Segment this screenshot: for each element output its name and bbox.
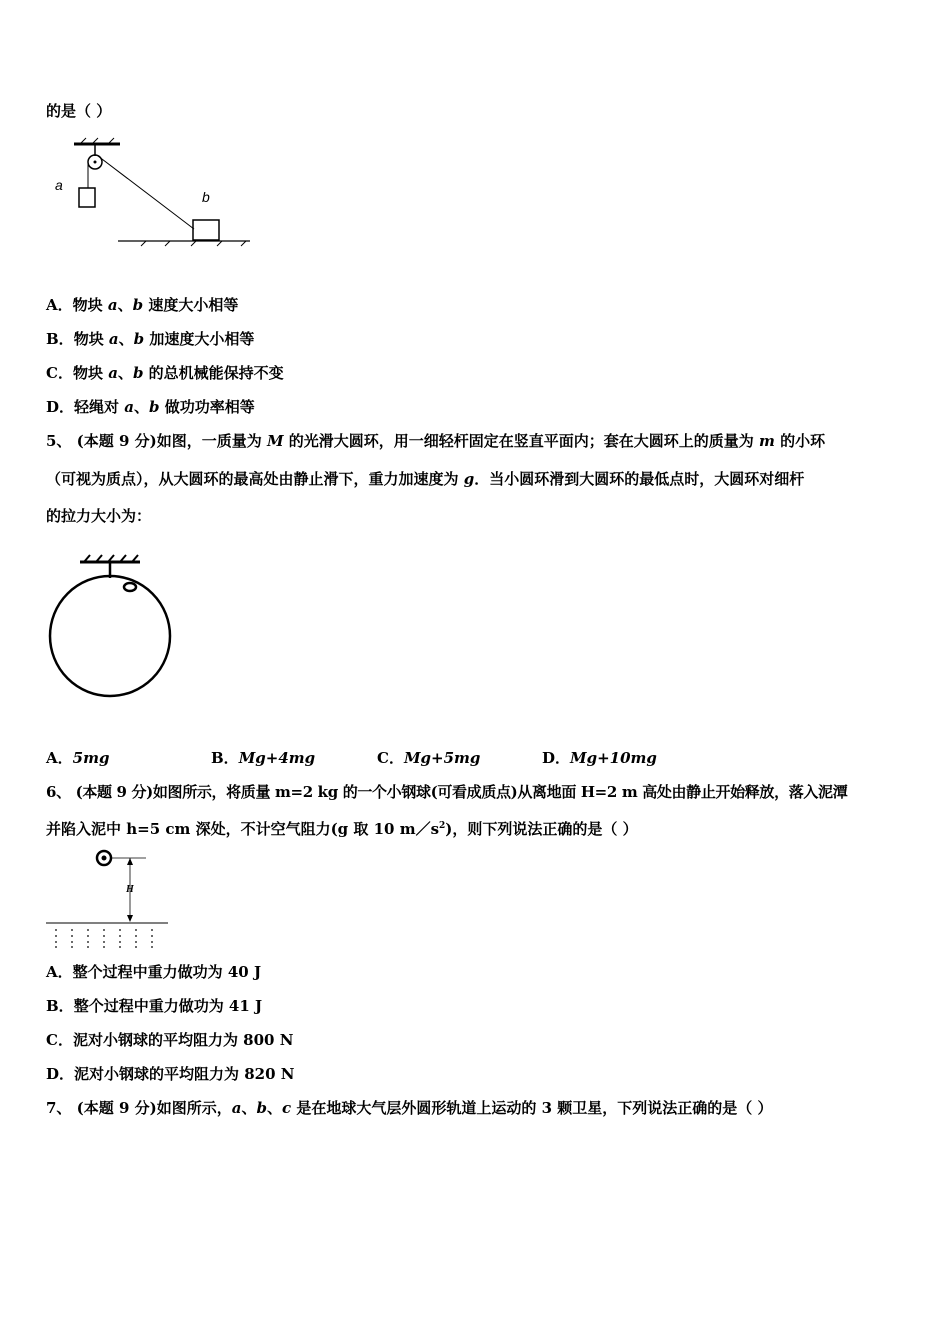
q5-option-b: B．Mg+4mg <box>211 749 316 767</box>
q5-ring-figure <box>44 552 178 700</box>
q5-line-1: 5、 (本题 9 分)如图，一质量为 M 的光滑大圆环，用一细轻杆固定在竖直平面内；套在大圆环上的质量为 m 的小环 <box>46 432 826 450</box>
q6-option-d: D．泥对小钢球的平均阻力为 820 N <box>46 1065 295 1083</box>
q7-line-1: 7、 (本题 9 分)如图所示，a、b、c 是在地球大气层外圆形轨道上运动的 3 颗卫星，下列说法正确的是（ ） <box>46 1099 773 1117</box>
q6-line-1: 6、 (本题 9 分)如图所示，将质量 m=2 kg 的一个小钢球(可看成质点)从离地面 H=2 m 高处由静止开始释放，落入泥潭 <box>46 783 848 801</box>
q5-option-c: C．Mg+5mg <box>377 749 481 767</box>
q6-option-c: C．泥对小钢球的平均阻力为 800 N <box>46 1031 294 1049</box>
q6-option-a: A．整个过程中重力做功为 40 J <box>46 963 262 981</box>
q4-stem-tail: 的是（ ） <box>46 102 112 120</box>
q6-drop-figure <box>44 848 170 950</box>
q5-line-2: （可视为质点），从大圆环的最高处由静止滑下，重力加速度为 g．当小圆环滑到大圆环的最低点时，大圆环对细杆 <box>46 470 805 488</box>
label-b: b <box>202 189 210 205</box>
q4-option-c: C．物块 a、b 的总机械能保持不变 <box>46 364 284 382</box>
label-a: a <box>55 177 63 193</box>
q6-line-2: 并陷入泥中 h=5 cm 深处，不计空气阻力(g 取 10 $m/s^2$)，则下列说法正确的是（ ） <box>46 820 638 838</box>
q5-line-3: 的拉力大小为： <box>46 507 152 525</box>
q5-option-a: A．5mg <box>46 749 110 767</box>
label-h: H <box>126 884 134 895</box>
q4-option-d: D．轻绳对 a、b 做功功率相等 <box>46 398 255 416</box>
q4-option-a: A．物块 a、b 速度大小相等 <box>46 296 239 314</box>
q6-option-b: B．整个过程中重力做功为 41 J <box>46 997 263 1015</box>
q5-option-d: D．Mg+10mg <box>542 749 657 767</box>
q4-option-b: B．物块 a、b 加速度大小相等 <box>46 330 255 348</box>
q4-pulley-figure <box>50 132 260 250</box>
